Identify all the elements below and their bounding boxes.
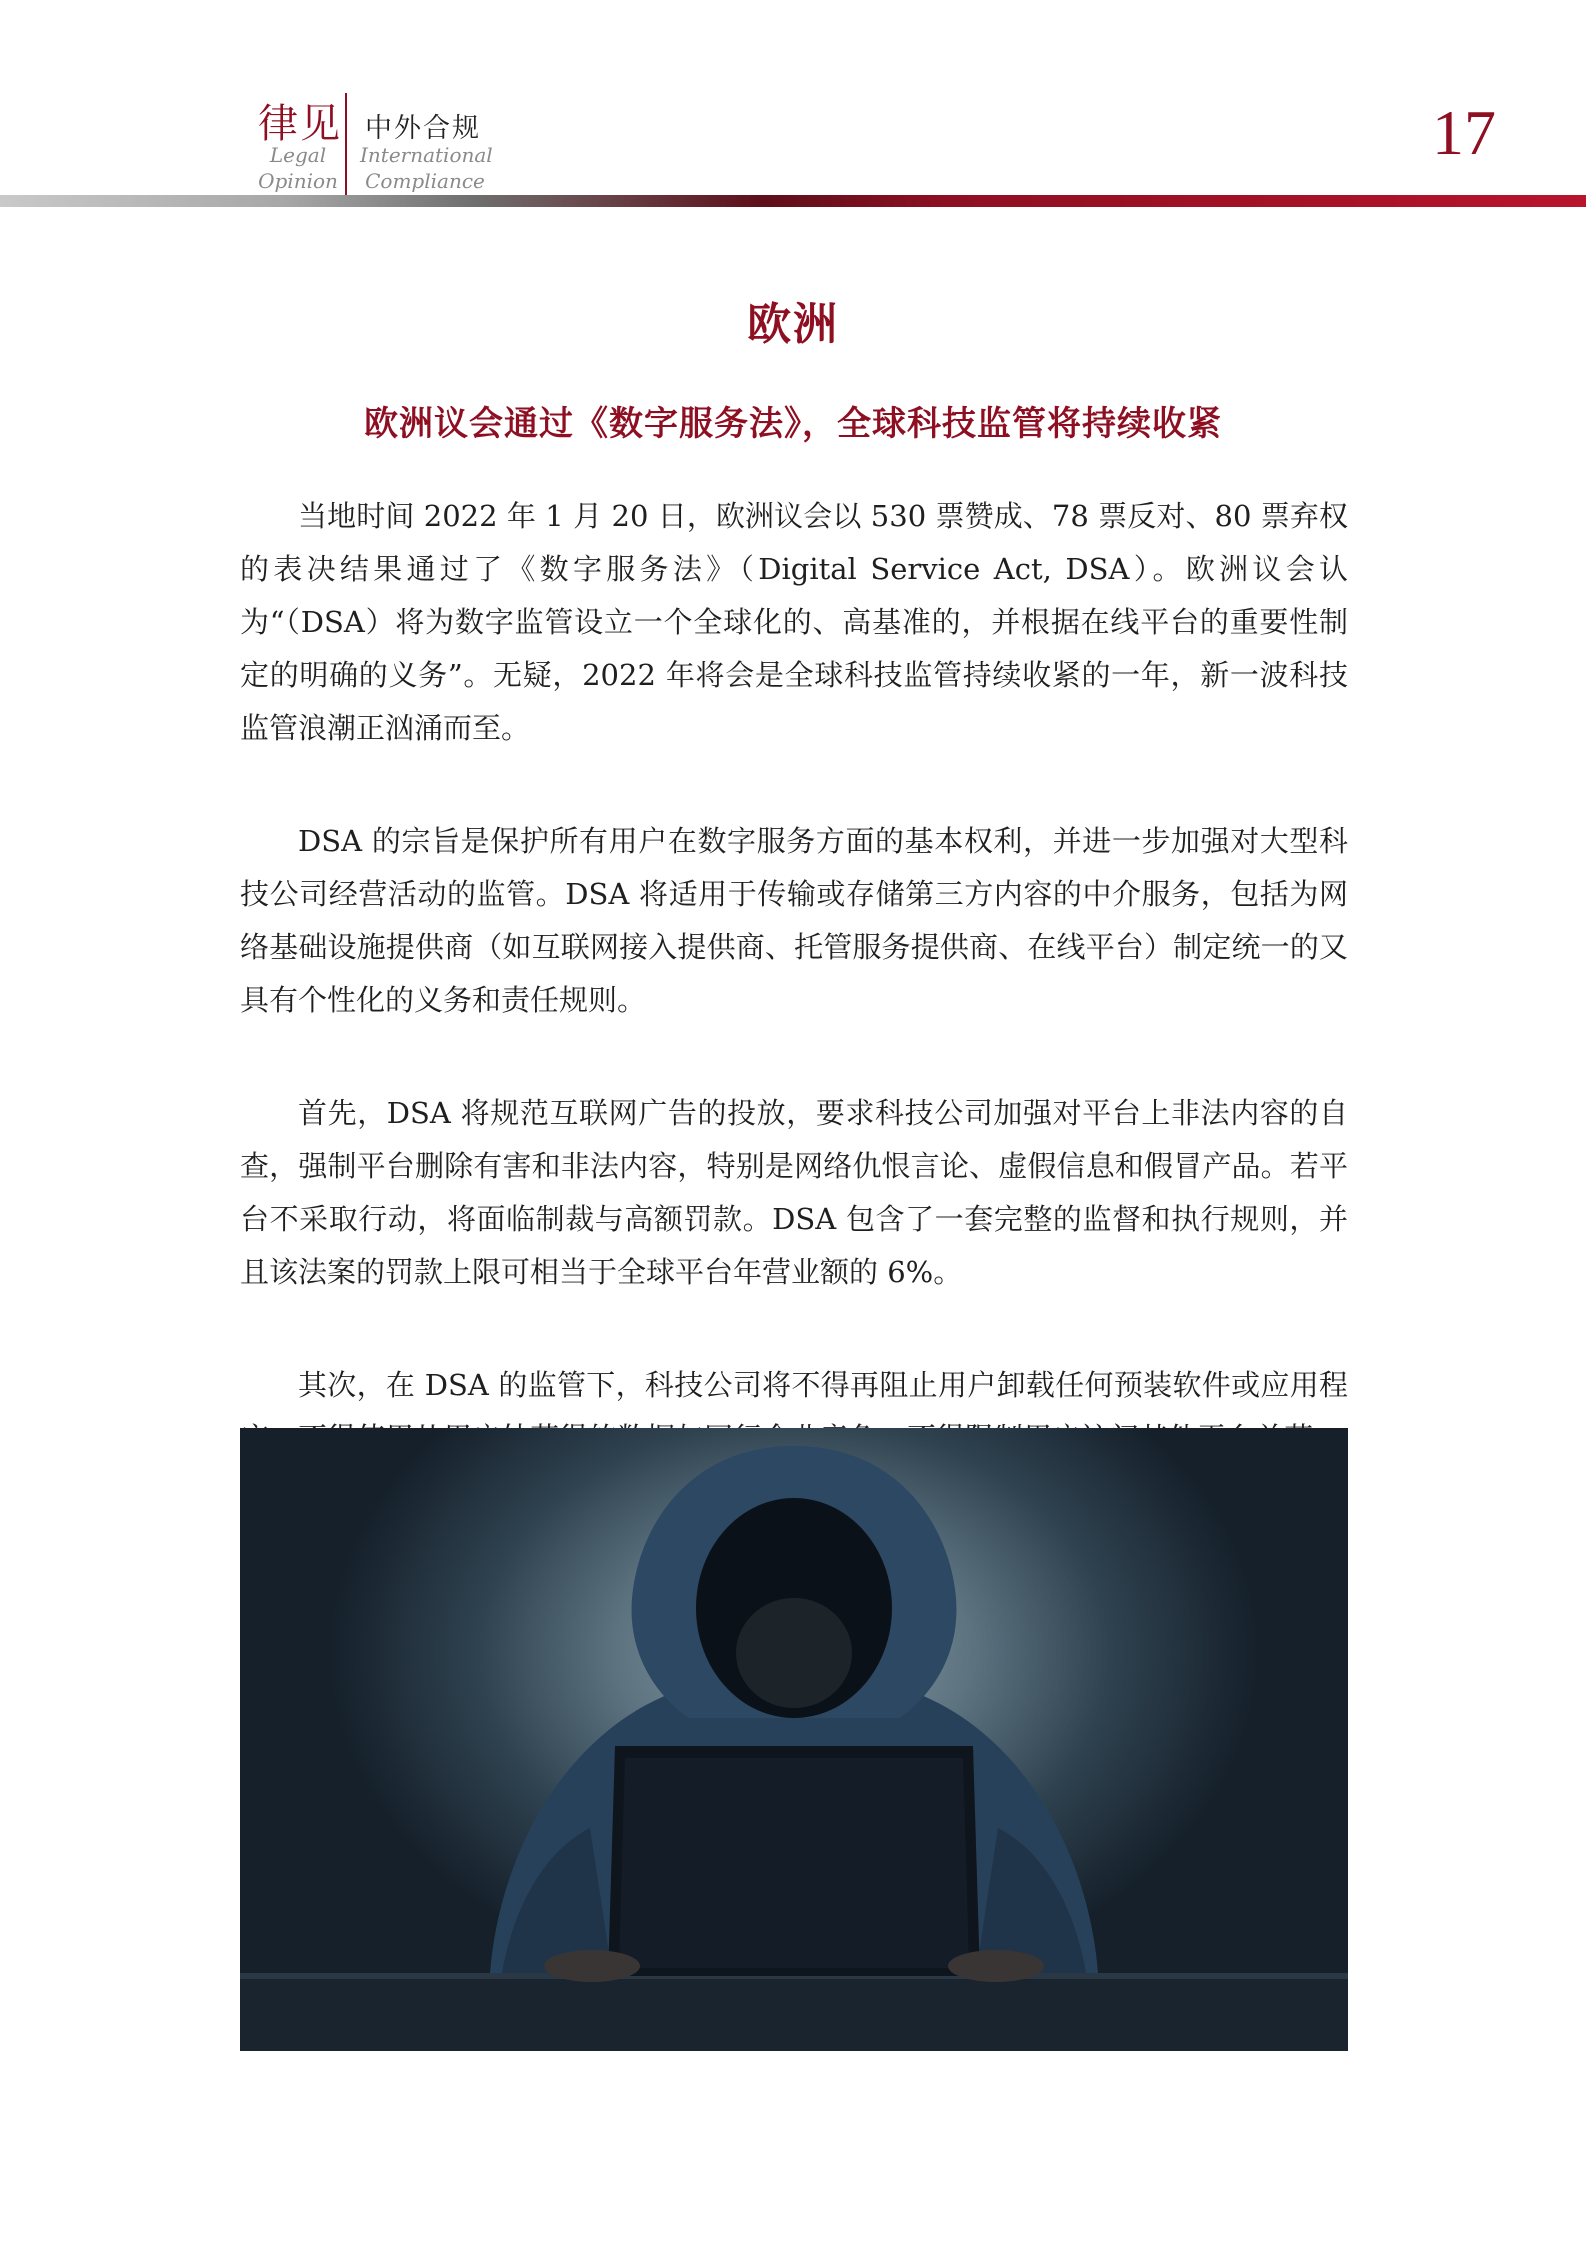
section-english-line1: International [360,143,493,167]
header-divider [345,93,347,198]
logo-subtitle-line2: Opinion [258,169,338,193]
hacker-illustration [240,1428,1348,2051]
section-name-english [360,142,493,194]
right-hand [948,1950,1044,1982]
hooded-hacker-photo [240,1428,1348,2051]
paragraph: 其次，在 DSA 的监管下，科技公司将不得再阻止用户卸载任何预装软件或应用程 [298,1368,1348,1402]
header-gradient-bar [0,195,1586,207]
logo-subtitle [258,142,338,194]
region-title: 欧洲 [747,299,839,350]
paragraph: DSA 的宗旨是保护所有用户在数字服务方面的基本权利，并进一步加强对大型科技公司经营活动的监管。DSA 将适用于传输或存储第三方内容的中介服务，包括为网络基础设施提供商（如互联网接入提供商、托管服务提供商、在线平台）制定统一的又具有个性化的义务和责任规则。 [240,824,1348,1017]
page-header [0,0,1586,215]
paragraph: 首先，DSA 将规范互联网广告的投放，要求科技公司加强对平台上非法内容的自查，强制平台删除有害和非法内容，特别是网络仇恨言论、虚假信息和假冒产品。若平台不采取行动，将面临制裁与高额罚款。DSA 包含了一套完整的监督和执行规则，并且该法案的罚款上限可相当于全球平台年营业额的 6%。 [240,1096,1348,1289]
left-hand [544,1950,640,1982]
page-number: 17 [1432,97,1496,168]
logo-subtitle-line1: Legal [269,143,327,167]
article-title: 欧洲议会通过《数字服务法》，全球科技监管将持续收紧 [364,404,1222,444]
table-surface [240,1973,1348,2051]
logo-title: 律见 [258,101,342,147]
article-body [240,490,1348,1525]
paragraph: 当地时间 2022 年 1 月 20 日，欧洲议会以 530 票赞成、78 票反对、80 票弃权的表决结果通过了《数字服务法》（Digital Service Act, DSA）。欧洲议会认为“（DSA）将为数字监管设立一个全球化的、高基准的，并根据在线平台的重要性制定的明确的义务”。无疑，2022 年将会是全球科技监管持续收紧的一年，新一波科技监管浪潮正汹涌而至。 [240,499,1348,745]
section-english-line2: Compliance [365,169,485,193]
section-name: 中外合规 [365,113,481,144]
